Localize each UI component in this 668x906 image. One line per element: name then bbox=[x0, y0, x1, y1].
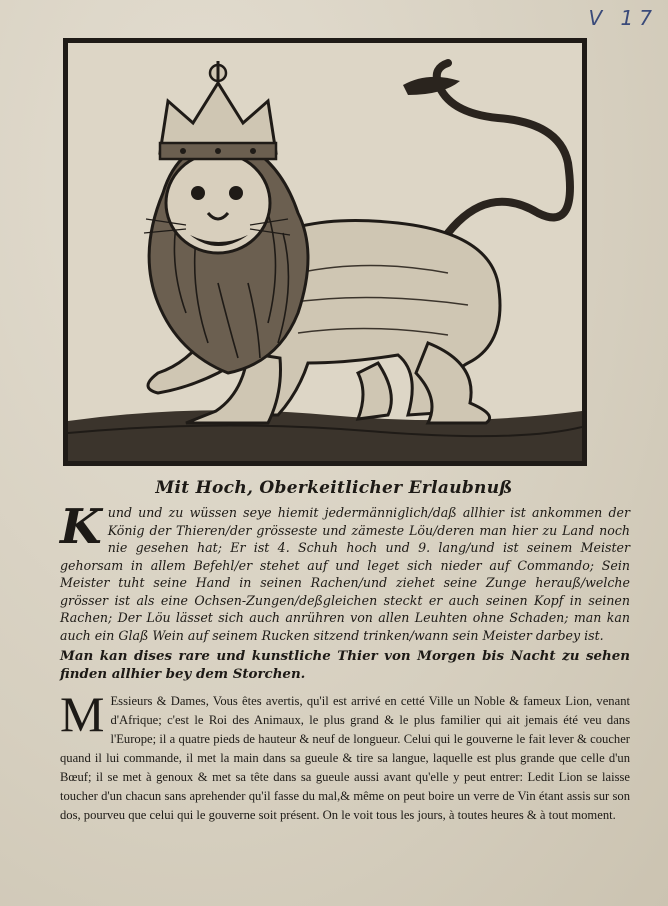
german-closing: Man kan dises rare und kunstliche Thier von Morgen bis Nacht zu sehen finden allhier bey dem Storchen. bbox=[60, 648, 630, 682]
lion-woodcut-illustration bbox=[63, 38, 587, 466]
drop-cap-k: K bbox=[60, 499, 102, 555]
drop-cap-m: M bbox=[60, 686, 105, 742]
german-body: und und zu wüssen seye hiemit jedermänniglich/daß allhier ist ankommen der König der Thieren/der grösseste und zämeste Löu/deren man hier zu Land noch nie gesehen hat; Er ist 4. Schuh hoch und 9. lang/und ist seinem Meister gehorsam in allem Befehl/er stehet auf und leget sich nieder auf Commando; Sein Meister tuht seine Hand in seinen Rachen/und ziehet seine Zunge herauß/welche grösser ist als eine Ochsen-Zungen/deßgleichen steckt er auch seinen Kopf in seinen Rachen; Der Löu lässet sich auch anrühren von allen Leuhten ohne Schaden; man kan auch ein Glaß Wein auf seinem Rucken sitzend trinken/wann sein Meister darbey ist. bbox=[60, 505, 630, 643]
page-heading: Mit Hoch, Oberkeitlicher Erlaubnuß bbox=[155, 478, 513, 498]
german-notice bbox=[60, 499, 630, 683]
crowned-lion-icon bbox=[68, 43, 582, 461]
french-body: Essieurs & Dames, Vous êtes avertis, qu'il est arrivé en cetté Ville un Noble & fameux Lion, venant d'Afrique; c'est le Roi des Animaux, le plus grand & le plus familier qui ait jemais été veu dans l'Europe; il a quatre pieds de hauteur & neuf de longueur. Celui qui le gouverne le fait lever & coucher quand il lui commande, il met la main dans sa gueule & tire sa langue, laquelle est plus grande que celle d'un Bœuf; il se met à genoux & met sa tête dans sa gueule aussi avant qu'elle y peut entrer: Ledit Lion se laisse toucher d'un chacun sans aprehender qu'il fasse du mal,& même on peut boire un verre de Vin étant assis sur son dos, pourveu que celui qui le gouverne soit présent. On le voit tous les jours, à toutes heures & à tout moment. bbox=[60, 694, 630, 822]
margin-note: V 17 bbox=[588, 6, 658, 30]
french-notice bbox=[60, 686, 630, 825]
